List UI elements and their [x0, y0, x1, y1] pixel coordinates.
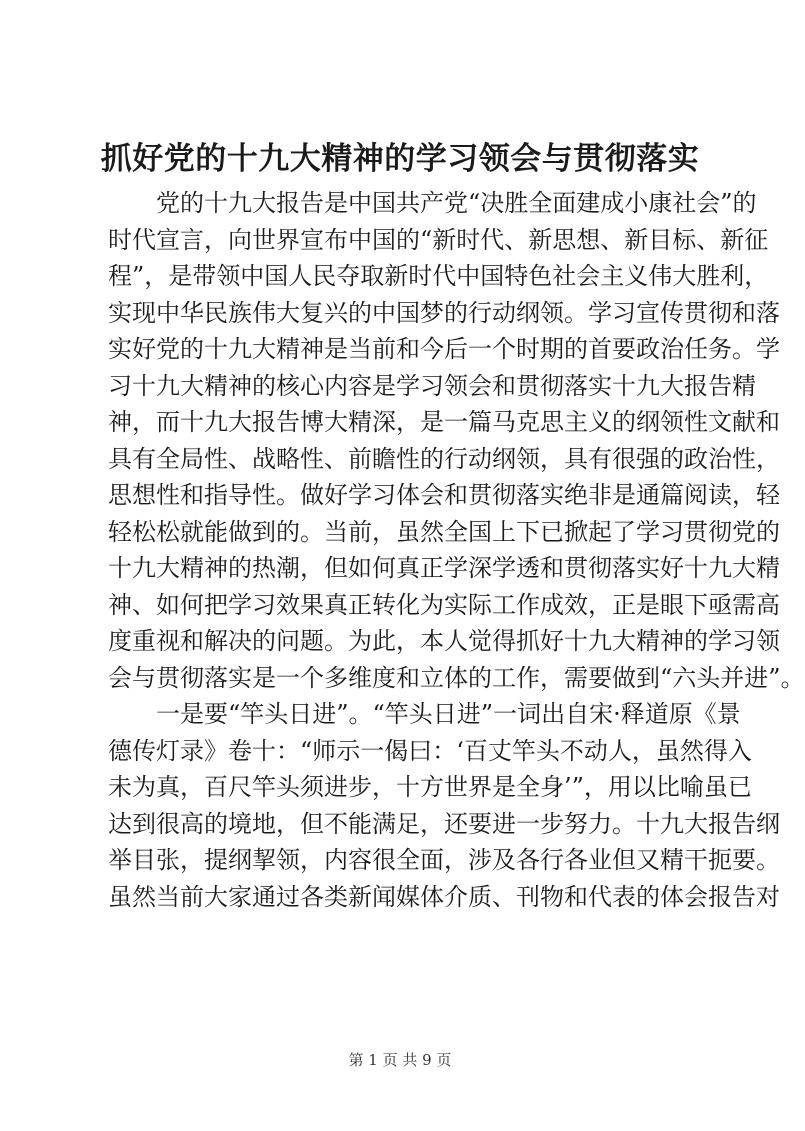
page-footer: 第 1 页 共 9 页: [348, 1051, 452, 1069]
body-line: 德传灯录》卷十：“师示一偈曰：‘百丈竿头不动人，虽然得入: [108, 736, 752, 765]
body-line: 达到很高的境地，但不能满足，还要进一步努力。十九大报告纲: [108, 809, 780, 838]
body-line: 思想性和指导性。做好学习体会和贯彻落实绝非是通篇阅读，轻: [108, 481, 780, 509]
body-line: 十九大精神的热潮，但如何真正学深学透和贯彻落实好十九大精: [108, 554, 780, 582]
body-line: 实现中华民族伟大复兴的中国梦的行动纲领。学习宣传贯彻和落: [108, 298, 780, 327]
body-line: 轻松松就能做到的。当前，虽然全国上下已掀起了学习贯彻党的: [108, 517, 780, 546]
body-line: 时代宣言，向世界宣布中国的“新时代、新思想、新目标、新征: [108, 225, 769, 254]
body-line: 神、如何把学习效果真正转化为实际工作成效，正是眼下亟需高: [108, 590, 780, 619]
body-line: 神，而十九大报告博大精深，是一篇马克思主义的纲领性文献和: [108, 408, 780, 436]
document-title: 抓好党的十九大精神的学习领会与贯彻落实: [100, 141, 700, 177]
body-line: 举目张，提纲挈领，内容很全面，涉及各行各业但又精干扼要。: [108, 846, 780, 874]
body-line: 具有全局性、战略性、前瞻性的行动纲领，具有很强的政治性，: [108, 444, 780, 473]
body-line: 一是要“竿头日进”。“竿头日进”一词出自宋·释道原《景: [108, 700, 741, 728]
body-line: 实好党的十九大精神是当前和今后一个时期的首要政治任务。学: [108, 335, 780, 363]
body-line: 会与贯彻落实是一个多维度和立体的工作，需要做到“六头并进”。: [108, 663, 805, 692]
body-line: 度重视和解决的问题。为此，本人觉得抓好十九大精神的学习领: [108, 627, 780, 655]
body-line: 习十九大精神的核心内容是学习领会和贯彻落实十九大报告精: [108, 371, 756, 400]
document-body: [108, 185, 805, 915]
body-line: 程”，是带领中国人民夺取新时代中国特色社会主义伟大胜利，: [108, 262, 769, 290]
body-line: 党的十九大报告是中国共产党“决胜全面建成小康社会”的: [108, 189, 757, 217]
body-line: 未为真，百尺竿头须进步，十方世界是全身’”，用以比喻虽已: [108, 773, 752, 801]
body-line: 虽然当前大家通过各类新闻媒体介质、刊物和代表的体会报告对: [108, 882, 780, 911]
